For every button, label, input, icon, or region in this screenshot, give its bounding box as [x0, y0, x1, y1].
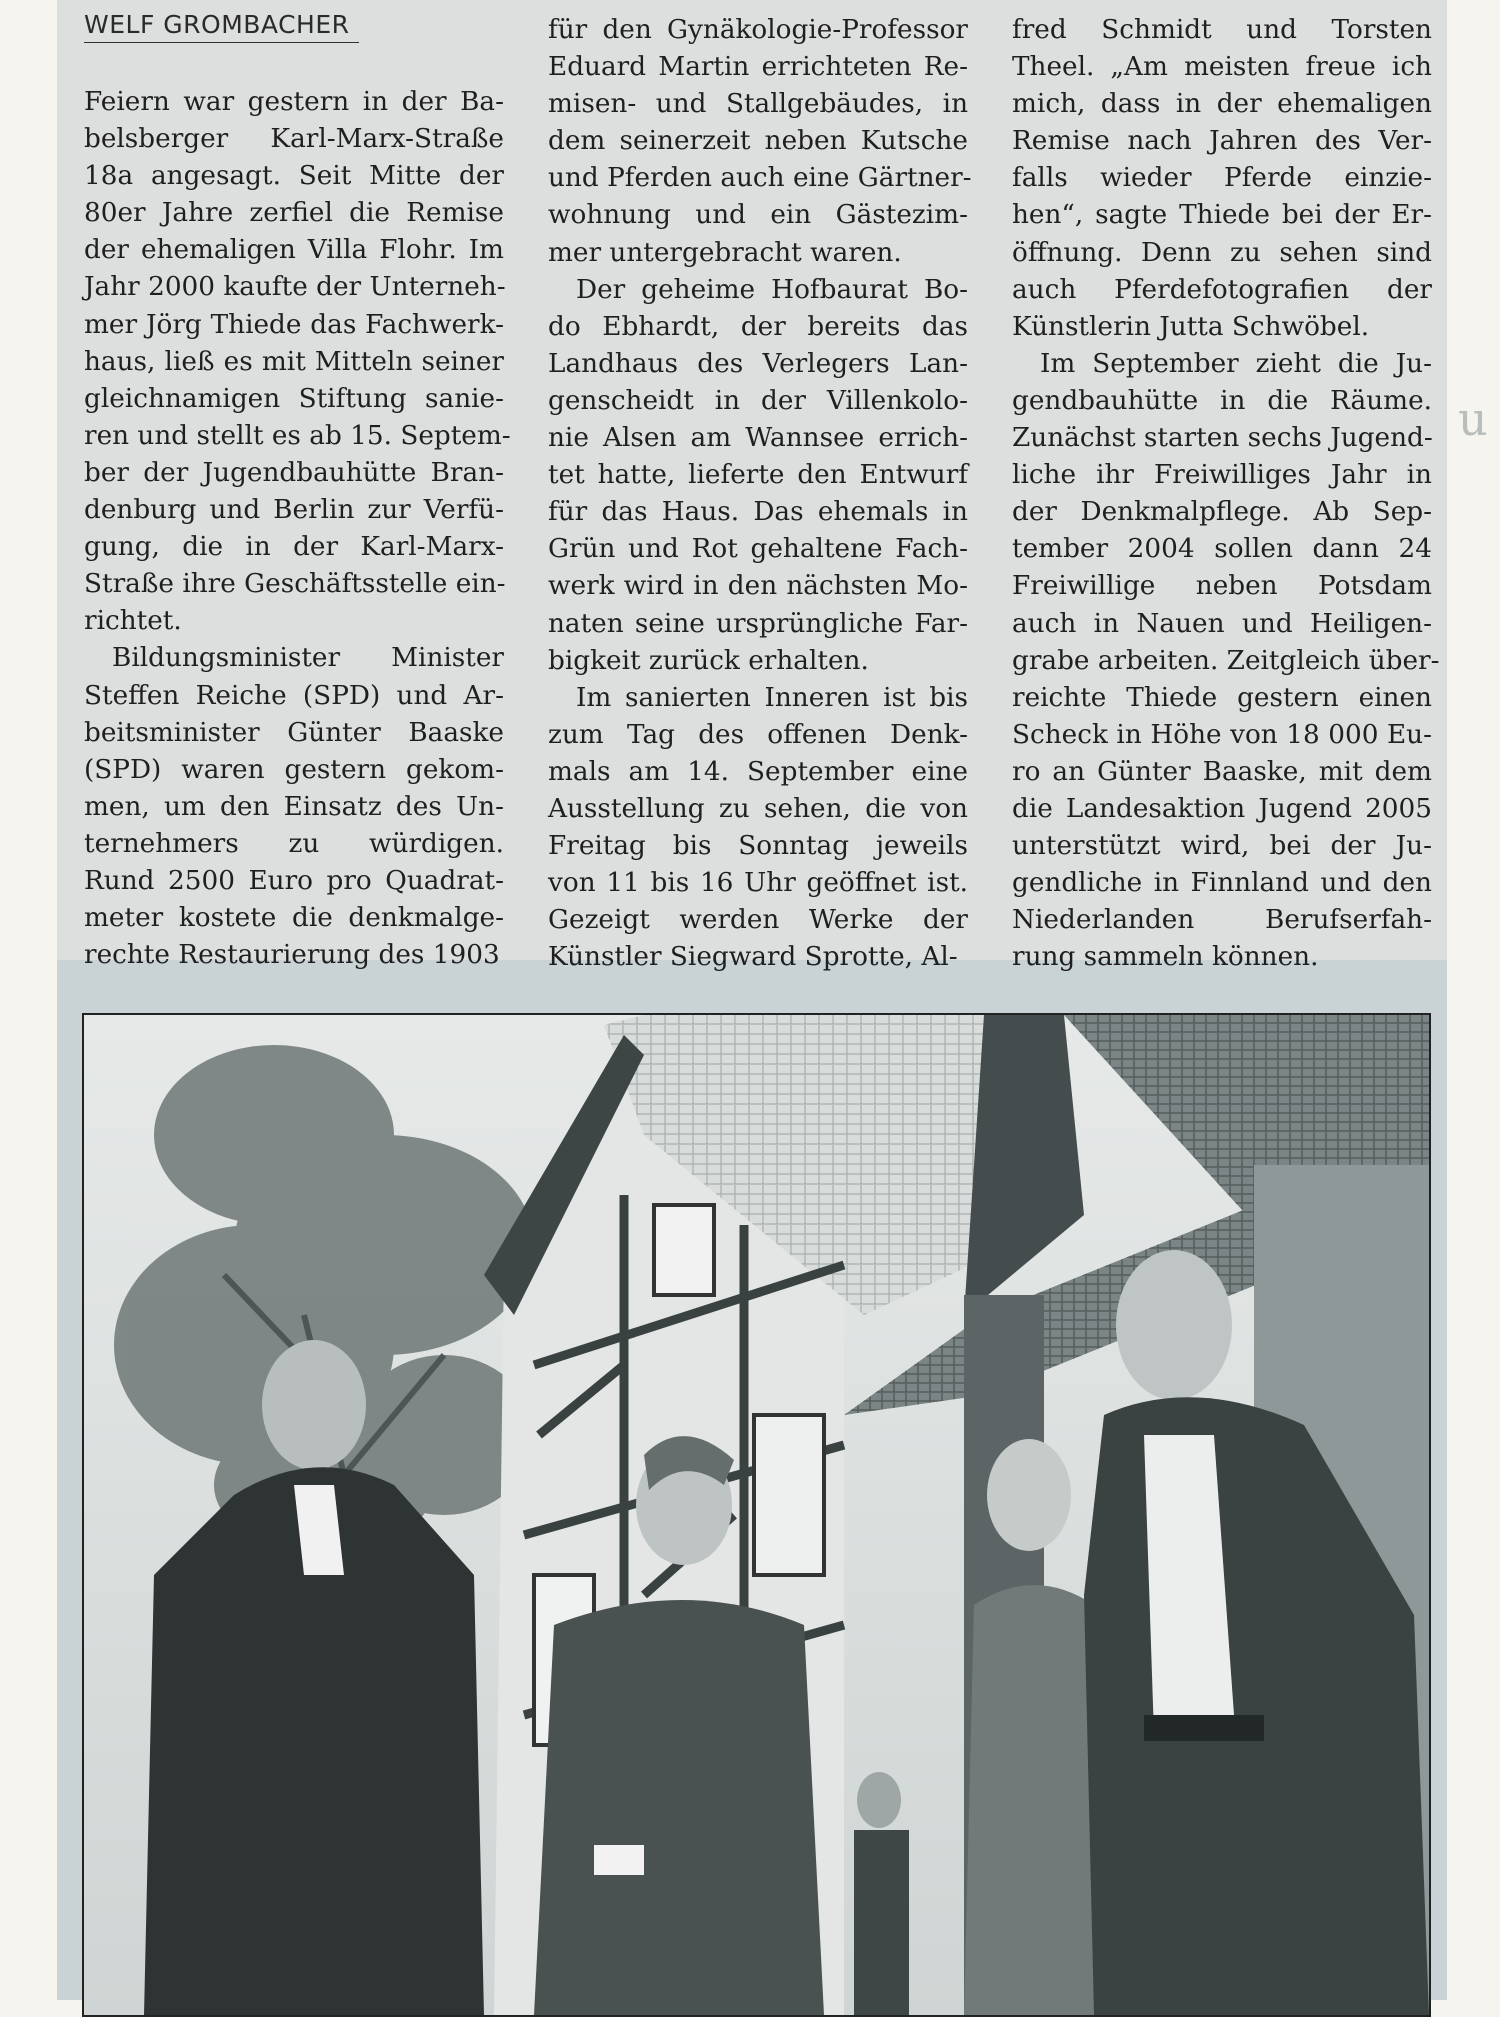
text-line: werk wird in den nächsten Mo- — [548, 571, 968, 602]
text-line: genscheidt in der Villenkolo- — [548, 385, 968, 416]
text-line: die Landesaktion Jugend 2005 — [1012, 793, 1432, 824]
text-line: Im September zieht die Ju- — [1040, 348, 1432, 379]
text-line: Ausstellung zu sehen, die von — [548, 793, 968, 824]
article-photo — [82, 1013, 1431, 2017]
text-line: Niederlanden Berufserfah- — [1012, 905, 1432, 936]
text-line: belsberger Karl-Marx-Straße — [84, 124, 504, 155]
text-line: denburg und Berlin zur Verfü- — [84, 495, 504, 526]
text-line: meter kostete die denkmalge- — [84, 903, 504, 934]
text-line: grabe arbeiten. Zeitgleich über- — [1012, 645, 1440, 676]
paragraph — [1012, 346, 1440, 977]
text-line: (SPD) waren gestern gekom- — [84, 754, 504, 785]
text-line: ro an Günter Baaske, mit dem — [1012, 756, 1432, 787]
text-line: Der geheime Hofbaurat Bo- — [576, 274, 968, 305]
text-line: für das Haus. Das ehemals in — [548, 497, 968, 528]
text-line: hen“, sagte Thiede bei der Er- — [1012, 200, 1432, 231]
text-line: der Denkmalpflege. Ab Sep- — [1012, 497, 1432, 528]
text-line: Theel. „Am meisten freue ich — [1012, 52, 1432, 83]
text-line: do Ebhardt, der bereits das — [548, 311, 968, 342]
text-line: Jahr 2000 kaufte der Unterneh- — [84, 272, 506, 303]
text-line: nie Alsen am Wannsee errich- — [548, 423, 968, 454]
text-line: von 11 bis 16 Uhr geöffnet ist. — [548, 868, 968, 899]
text-line: unterstützt wird, bei der Ju- — [1012, 831, 1432, 862]
text-line: richtet. — [84, 606, 182, 637]
article-column-2 — [548, 12, 972, 976]
text-line: Freiwillige neben Potsdam — [1012, 571, 1432, 602]
text-line: Eduard Martin errichteten Re- — [548, 52, 968, 83]
text-line: zum Tag des offenen Denk- — [548, 719, 968, 750]
article-column-1 — [84, 84, 511, 974]
text-line: ren und stellt es ab 15. Septem- — [84, 420, 511, 451]
text-line: Grün und Rot gehaltene Fach- — [548, 534, 968, 565]
text-line: Zunächst starten sechs Jugend- — [1012, 423, 1433, 454]
text-line: naten seine ursprüngliche Far- — [548, 608, 968, 639]
text-line: Bildungsminister Minister — [112, 643, 504, 674]
text-line: rung sammeln können. — [1012, 942, 1319, 973]
paragraph — [84, 84, 511, 640]
margin-handwriting: u — [1458, 392, 1488, 446]
text-line: Künstlerin Jutta Schwöbel. — [1012, 311, 1370, 342]
text-line: mich, dass in der ehemaligen — [1012, 89, 1432, 120]
text-line: haus, ließ es mit Mitteln seiner — [84, 346, 504, 377]
byline: WELF GROMBACHER — [84, 10, 359, 43]
paragraph — [548, 680, 968, 977]
text-line: mer untergebracht waren. — [548, 237, 902, 268]
text-line: ber der Jugendbauhütte Bran- — [84, 457, 504, 488]
text-line: bigkeit zurück erhalten. — [548, 645, 869, 676]
text-line: 18a angesagt. Seit Mitte der — [84, 161, 504, 192]
text-line: gendliche in Finnland und den — [1012, 868, 1432, 899]
text-line: der ehemaligen Villa Flohr. Im — [84, 235, 504, 266]
text-line: liche ihr Freiwilliges Jahr in — [1012, 460, 1432, 491]
text-line: gung, die in der Karl-Marx- — [84, 532, 504, 563]
text-line: Remise nach Jahren des Ver- — [1012, 126, 1432, 157]
paragraph — [548, 272, 968, 680]
paragraph — [548, 12, 972, 272]
text-line: und Pferden auch eine Gärtner- — [548, 163, 972, 194]
text-line: rechte Restaurierung des 1903 — [84, 940, 500, 971]
text-line: 80er Jahre zerfiel die Remise — [84, 198, 504, 229]
text-line: fred Schmidt und Torsten — [1012, 15, 1432, 45]
text-line: Scheck in Höhe von 18 000 Eu- — [1012, 719, 1432, 750]
text-line: beitsminister Günter Baaske — [84, 717, 504, 748]
text-line: reichte Thiede gestern einen — [1012, 682, 1432, 713]
text-line: gleichnamigen Stiftung sanie- — [84, 383, 504, 414]
text-line: auch in Nauen und Heiligen- — [1012, 608, 1432, 639]
text-line: Künstler Siegward Sprotte, Al- — [548, 942, 958, 973]
text-line: Im sanierten Inneren ist bis — [576, 682, 968, 713]
text-line: Feiern war gestern in der Ba- — [84, 87, 504, 117]
text-line: Steffen Reiche (SPD) und Ar- — [84, 680, 504, 711]
text-line: Freitag bis Sonntag jeweils — [548, 831, 968, 862]
text-line: wohnung und ein Gästezim- — [548, 200, 968, 231]
paragraph — [84, 640, 504, 974]
text-line: dem seinerzeit neben Kutsche — [548, 126, 968, 157]
text-line: Landhaus des Verlegers Lan- — [548, 348, 968, 379]
text-line: misen- und Stallgebäudes, in — [548, 89, 968, 120]
text-line: mer Jörg Thiede das Fachwerk- — [84, 309, 504, 340]
text-line: Straße ihre Geschäftsstelle ein- — [84, 569, 506, 600]
text-line: auch Pferdefotografien der — [1012, 274, 1432, 305]
text-line: öffnung. Denn zu sehen sind — [1012, 237, 1432, 268]
text-line: gendbauhütte in die Räume. — [1012, 385, 1432, 416]
text-line: für den Gynäkologie-Professor — [548, 15, 968, 45]
text-line: mals am 14. September eine — [548, 756, 968, 787]
text-line: Gezeigt werden Werke der — [548, 905, 968, 936]
text-line: tet hatte, lieferte den Entwurf — [548, 460, 968, 491]
paragraph — [1012, 12, 1432, 346]
text-line: ternehmers zu würdigen. — [84, 828, 504, 859]
text-line: Rund 2500 Euro pro Quadrat- — [84, 865, 504, 896]
text-line: men, um den Einsatz des Un- — [84, 791, 504, 822]
text-line: falls wieder Pferde einzie- — [1012, 163, 1432, 194]
text-line: tember 2004 sollen dann 24 — [1012, 534, 1432, 565]
photo-illustration — [84, 1015, 1429, 2015]
article-column-3 — [1012, 12, 1440, 976]
